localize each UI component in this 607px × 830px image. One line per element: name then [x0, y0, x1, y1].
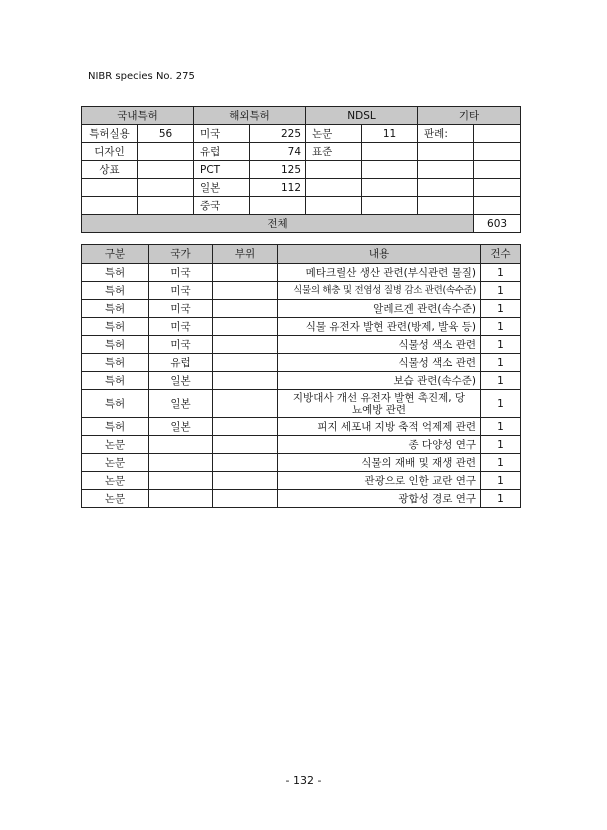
summary-row	[82, 197, 521, 215]
summary-header-row	[82, 107, 521, 125]
part-cell	[213, 418, 278, 436]
table-row	[82, 436, 521, 454]
content-cell: 보습 관련(속수준)	[278, 372, 481, 390]
summary-cell	[362, 143, 418, 161]
count-cell: 1	[481, 372, 521, 390]
content-cell: 지방대사 개선 유전자 발현 촉진제, 당뇨예방 관련	[278, 390, 481, 418]
summary-cell	[418, 143, 474, 161]
summary-row	[82, 161, 521, 179]
summary-cell	[306, 197, 362, 215]
category-cell: 논문	[82, 436, 149, 454]
summary-table	[81, 106, 521, 233]
count-cell: 1	[481, 418, 521, 436]
part-cell	[213, 490, 278, 508]
count-cell: 1	[481, 490, 521, 508]
summary-cell	[138, 179, 194, 197]
part-cell	[213, 282, 278, 300]
header-foreign-patent: 해외특허	[194, 107, 306, 125]
summary-row	[82, 179, 521, 197]
category-cell: 특허	[82, 354, 149, 372]
category-cell: 특허	[82, 390, 149, 418]
category-cell: 논문	[82, 454, 149, 472]
summary-cell	[474, 143, 521, 161]
content-cell: 관광으로 인한 교란 연구	[278, 472, 481, 490]
count-cell: 1	[481, 264, 521, 282]
country-cell: 유럽	[149, 354, 213, 372]
part-cell	[213, 472, 278, 490]
header-part: 부위	[213, 245, 278, 264]
table-row	[82, 454, 521, 472]
summary-cell: 상표	[82, 161, 138, 179]
summary-cell	[138, 197, 194, 215]
country-cell	[149, 454, 213, 472]
content-cell: 식물 유전자 발현 관련(방제, 발육 등)	[278, 318, 481, 336]
summary-cell: PCT	[194, 161, 250, 179]
part-cell	[213, 264, 278, 282]
part-cell	[213, 372, 278, 390]
table-row	[82, 336, 521, 354]
category-cell: 특허	[82, 418, 149, 436]
part-cell	[213, 436, 278, 454]
part-cell	[213, 318, 278, 336]
summary-cell: 74	[250, 143, 306, 161]
content-cell: 식물의 재배 및 재생 관련	[278, 454, 481, 472]
summary-cell	[474, 161, 521, 179]
table-row	[82, 390, 521, 418]
part-cell	[213, 390, 278, 418]
detail-header-row	[82, 245, 521, 264]
country-cell: 일본	[149, 418, 213, 436]
category-cell: 특허	[82, 264, 149, 282]
summary-cell: 논문	[306, 125, 362, 143]
content-cell: 식물성 색소 관련	[278, 336, 481, 354]
summary-cell	[418, 161, 474, 179]
summary-cell	[418, 179, 474, 197]
content-cell: 메타크릴산 생산 관련(부식관련 물질)	[278, 264, 481, 282]
table-row	[82, 264, 521, 282]
summary-cell	[306, 161, 362, 179]
table-row	[82, 490, 521, 508]
header-category: 구분	[82, 245, 149, 264]
country-cell	[149, 436, 213, 454]
summary-total-row	[82, 215, 521, 233]
count-cell: 1	[481, 436, 521, 454]
content-cell: 피지 세포내 지방 축적 억제제 관련	[278, 418, 481, 436]
content-cell: 식물의 해충 및 전염성 질병 감소 관련(속수준)	[278, 282, 481, 300]
content-cell: 광합성 경로 연구	[278, 490, 481, 508]
summary-cell	[82, 197, 138, 215]
content-cell: 식물성 색소 관련	[278, 354, 481, 372]
header-country: 국가	[149, 245, 213, 264]
header-count: 건수	[481, 245, 521, 264]
detail-table	[81, 244, 521, 508]
summary-cell: 판례:	[418, 125, 474, 143]
country-cell: 일본	[149, 372, 213, 390]
count-cell: 1	[481, 354, 521, 372]
summary-cell: 특허실용	[82, 125, 138, 143]
category-cell: 특허	[82, 318, 149, 336]
summary-cell: 125	[250, 161, 306, 179]
country-cell	[149, 490, 213, 508]
summary-cell	[474, 125, 521, 143]
summary-cell: 중국	[194, 197, 250, 215]
table-row	[82, 282, 521, 300]
summary-row	[82, 143, 521, 161]
header-content: 내용	[278, 245, 481, 264]
summary-cell	[362, 161, 418, 179]
page-header: NIBR species No. 275	[88, 71, 195, 82]
table-row	[82, 300, 521, 318]
content-cell: 알레르겐 관련(속수준)	[278, 300, 481, 318]
summary-cell	[250, 197, 306, 215]
table-row	[82, 372, 521, 390]
total-label: 전체	[82, 215, 474, 233]
content-cell: 종 다양성 연구	[278, 436, 481, 454]
category-cell: 특허	[82, 372, 149, 390]
country-cell: 미국	[149, 264, 213, 282]
summary-cell	[138, 161, 194, 179]
summary-cell: 56	[138, 125, 194, 143]
count-cell: 1	[481, 390, 521, 418]
summary-cell: 유럽	[194, 143, 250, 161]
summary-cell: 디자인	[82, 143, 138, 161]
part-cell	[213, 454, 278, 472]
country-cell	[149, 472, 213, 490]
part-cell	[213, 300, 278, 318]
table-row	[82, 354, 521, 372]
part-cell	[213, 336, 278, 354]
header-domestic-patent: 국내특허	[82, 107, 194, 125]
summary-cell: 표준	[306, 143, 362, 161]
country-cell: 일본	[149, 390, 213, 418]
summary-cell: 일본	[194, 179, 250, 197]
category-cell: 논문	[82, 490, 149, 508]
table-row	[82, 318, 521, 336]
table-row	[82, 472, 521, 490]
summary-cell	[138, 143, 194, 161]
total-value: 603	[474, 215, 521, 233]
summary-cell: 112	[250, 179, 306, 197]
category-cell: 특허	[82, 300, 149, 318]
summary-row	[82, 125, 521, 143]
summary-cell	[362, 197, 418, 215]
table-row	[82, 418, 521, 436]
count-cell: 1	[481, 318, 521, 336]
summary-cell: 225	[250, 125, 306, 143]
count-cell: 1	[481, 472, 521, 490]
category-cell: 특허	[82, 282, 149, 300]
category-cell: 특허	[82, 336, 149, 354]
header-other: 기타	[418, 107, 521, 125]
page-number: - 132 -	[285, 774, 322, 787]
country-cell: 미국	[149, 300, 213, 318]
summary-cell	[306, 179, 362, 197]
summary-cell: 미국	[194, 125, 250, 143]
summary-cell	[474, 197, 521, 215]
country-cell: 미국	[149, 282, 213, 300]
category-cell: 논문	[82, 472, 149, 490]
summary-cell	[418, 197, 474, 215]
count-cell: 1	[481, 300, 521, 318]
count-cell: 1	[481, 336, 521, 354]
count-cell: 1	[481, 282, 521, 300]
summary-cell	[82, 179, 138, 197]
count-cell: 1	[481, 454, 521, 472]
summary-cell	[474, 179, 521, 197]
summary-cell	[362, 179, 418, 197]
part-cell	[213, 354, 278, 372]
header-ndsl: NDSL	[306, 107, 418, 125]
country-cell: 미국	[149, 318, 213, 336]
country-cell: 미국	[149, 336, 213, 354]
summary-cell: 11	[362, 125, 418, 143]
